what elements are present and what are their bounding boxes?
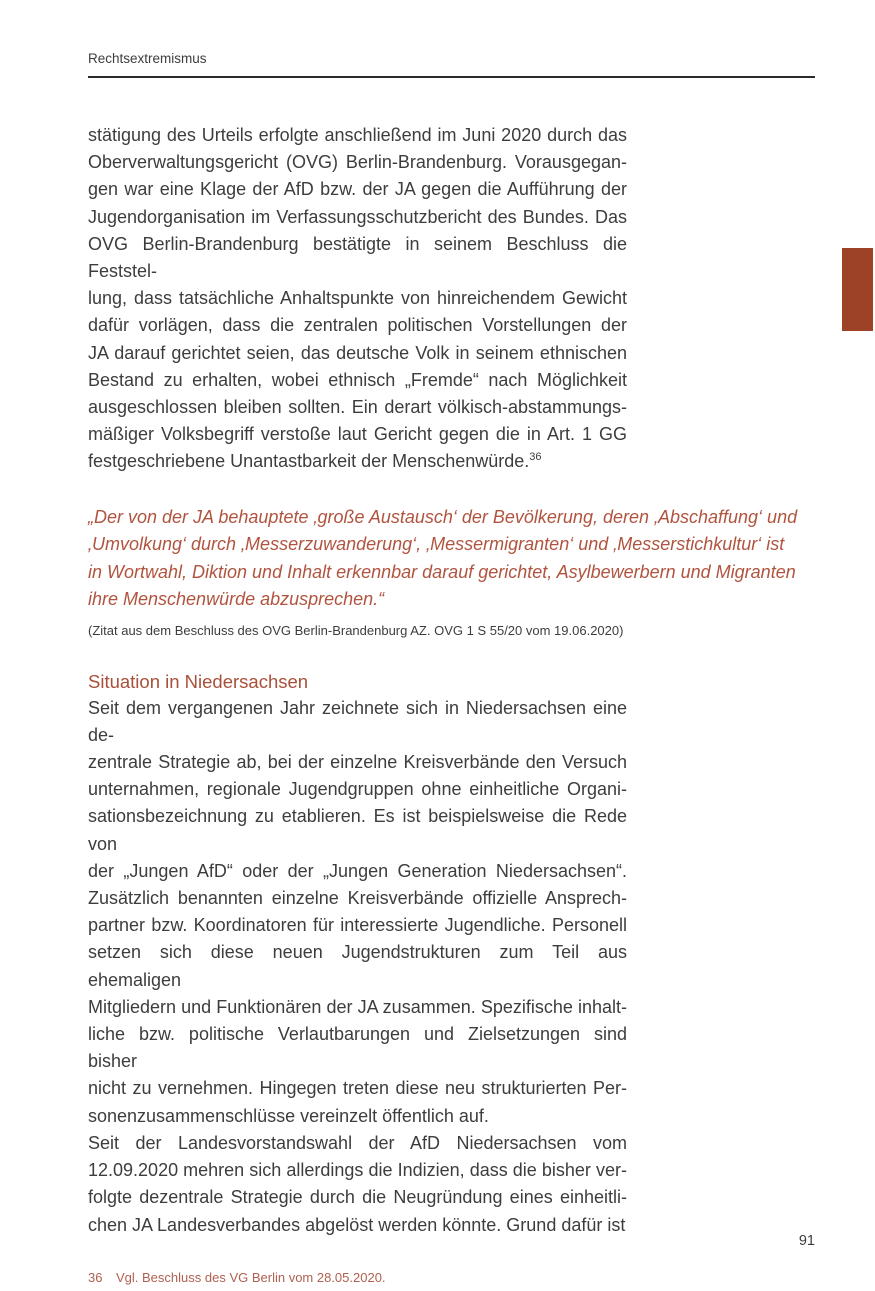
paragraph-last-line: sonenzusammenschlüsse vereinzelt öffentlich auf. <box>88 1105 489 1126</box>
footnote-number: 36 <box>88 1269 103 1285</box>
paragraph-last-line-text: festgeschriebene Unantastbarkeit der Menschenwürde. <box>88 451 530 472</box>
text-line: Zusätzlich benannten einzelne Kreisverbände offizielle Ansprech- <box>88 888 627 909</box>
footnote-reference: 36 <box>529 451 542 464</box>
text-line: ‚Umvolkung‘ durch ‚Messerzuwanderung‘, ‚Messermigranten‘ und ‚Messerstichkultur‘ ist <box>88 534 785 555</box>
text-line: OVG Berlin-Brandenburg bestätigte in seinem Beschluss die Feststel- <box>88 233 627 282</box>
text-line: mäßiger Volksbegriff verstoße laut Gericht gegen die in Art. 1 GG <box>88 424 627 445</box>
section-heading-niedersachsen: Situation in Niedersachsen <box>88 670 309 692</box>
text-line: partner bzw. Koordinatoren für interessierte Jugendliche. Personell <box>88 915 627 936</box>
paragraph-justified-lines <box>88 1130 627 1212</box>
paragraph-justified-lines <box>88 122 627 448</box>
text-line: setzen sich diese neuen Jugendstrukturen zum Teil aus ehemaligen <box>88 942 627 990</box>
text-line: in Wortwahl, Diktion und Inhalt erkennbar darauf gerichtet, Asylbewerbern und Migranten <box>88 561 796 582</box>
text-line: dafür vorlägen, dass die zentralen politischen Vorstellungen der <box>88 315 627 336</box>
footnote <box>88 1269 738 1287</box>
paragraph-last-line: chen JA Landesverbandes abgelöst werden könnte. Grund dafür ist <box>88 1214 626 1235</box>
paragraph-justified-lines <box>88 695 627 1103</box>
running-header <box>88 50 815 78</box>
text-line: Mitgliedern und Funktionären der JA zusammen. Spezifische inhalt- <box>88 996 627 1017</box>
text-line: ihre Menschenwürde abzusprechen.“ <box>88 589 385 610</box>
text-line: liche bzw. politische Verlautbarungen und Zielsetzungen sind bisher <box>88 1024 627 1072</box>
footnote-text: Vgl. Beschluss des VG Berlin vom 28.05.2020. <box>116 1269 386 1285</box>
quote-citation: (Zitat aus dem Beschluss des OVG Berlin-Brandenburg AZ. OVG 1 S 55/20 vom 19.06.2020) <box>88 622 624 638</box>
text-line: zentrale Strategie ab, bei der einzelne Kreisverbände den Versuch <box>88 752 627 773</box>
text-line: Bestand zu erhalten, wobei ethnisch „Fremde“ nach Möglichkeit <box>88 369 627 390</box>
text-line: sationsbezeichnung zu etablieren. Es ist beispielsweise die Rede von <box>88 806 627 854</box>
text-line: JA darauf gerichtet seien, das deutsche Volk in seinem ethnischen <box>88 342 627 363</box>
text-line: „Der von der JA behauptete ‚große Austausch‘ der Bevölkerung, deren ‚Abschaffung‘ und <box>88 506 798 527</box>
paragraph-last-line <box>88 448 627 475</box>
running-header-title: Rechtsextremismus <box>88 51 207 66</box>
text-line: Jugendorganisation im Verfassungsschutzbericht des Bundes. Das <box>88 206 627 227</box>
text-line: nicht zu vernehmen. Hingegen treten diese neu strukturierten Per- <box>88 1078 627 1099</box>
paragraph-landesvorstandswahl <box>88 1130 627 1239</box>
text-line: gen war eine Klage der AfD bzw. der JA gegen die Aufführung der <box>88 179 627 200</box>
text-line: Seit der Landesvorstandswahl der AfD Niedersachsen vom <box>88 1132 627 1153</box>
document-page <box>0 50 875 1291</box>
text-line: 12.09.2020 mehren sich allerdings die Indizien, dass die bisher ver- <box>88 1160 627 1181</box>
text-line: folgte dezentrale Strategie durch die Neugründung eines einheitli- <box>88 1187 627 1208</box>
paragraph-ovg-decision <box>88 122 627 476</box>
paragraph-niedersachsen-strategy <box>88 695 627 1130</box>
quote-lines <box>88 504 815 614</box>
court-quote <box>88 504 815 614</box>
text-line: Oberverwaltungsgericht (OVG) Berlin-Brandenburg. Vorausgegan- <box>88 152 627 173</box>
text-line: der „Jungen AfD“ oder der „Jungen Generation Niedersachsen“. <box>88 860 627 881</box>
text-line: lung, dass tatsächliche Anhaltspunkte von hinreichendem Gewicht <box>88 288 627 309</box>
text-line: ausgeschlossen bleiben sollten. Ein derart völkisch-abstammungs- <box>88 397 627 418</box>
text-line: unternahmen, regionale Jugendgruppen ohne einheitliche Organi- <box>88 779 627 800</box>
text-line: Seit dem vergangenen Jahr zeichnete sich in Niedersachsen eine de- <box>88 697 627 745</box>
chapter-tab-marker <box>842 248 873 331</box>
page-number: 91 <box>798 1233 815 1249</box>
text-line: stätigung des Urteils erfolgte anschließend im Juni 2020 durch das <box>88 125 627 145</box>
